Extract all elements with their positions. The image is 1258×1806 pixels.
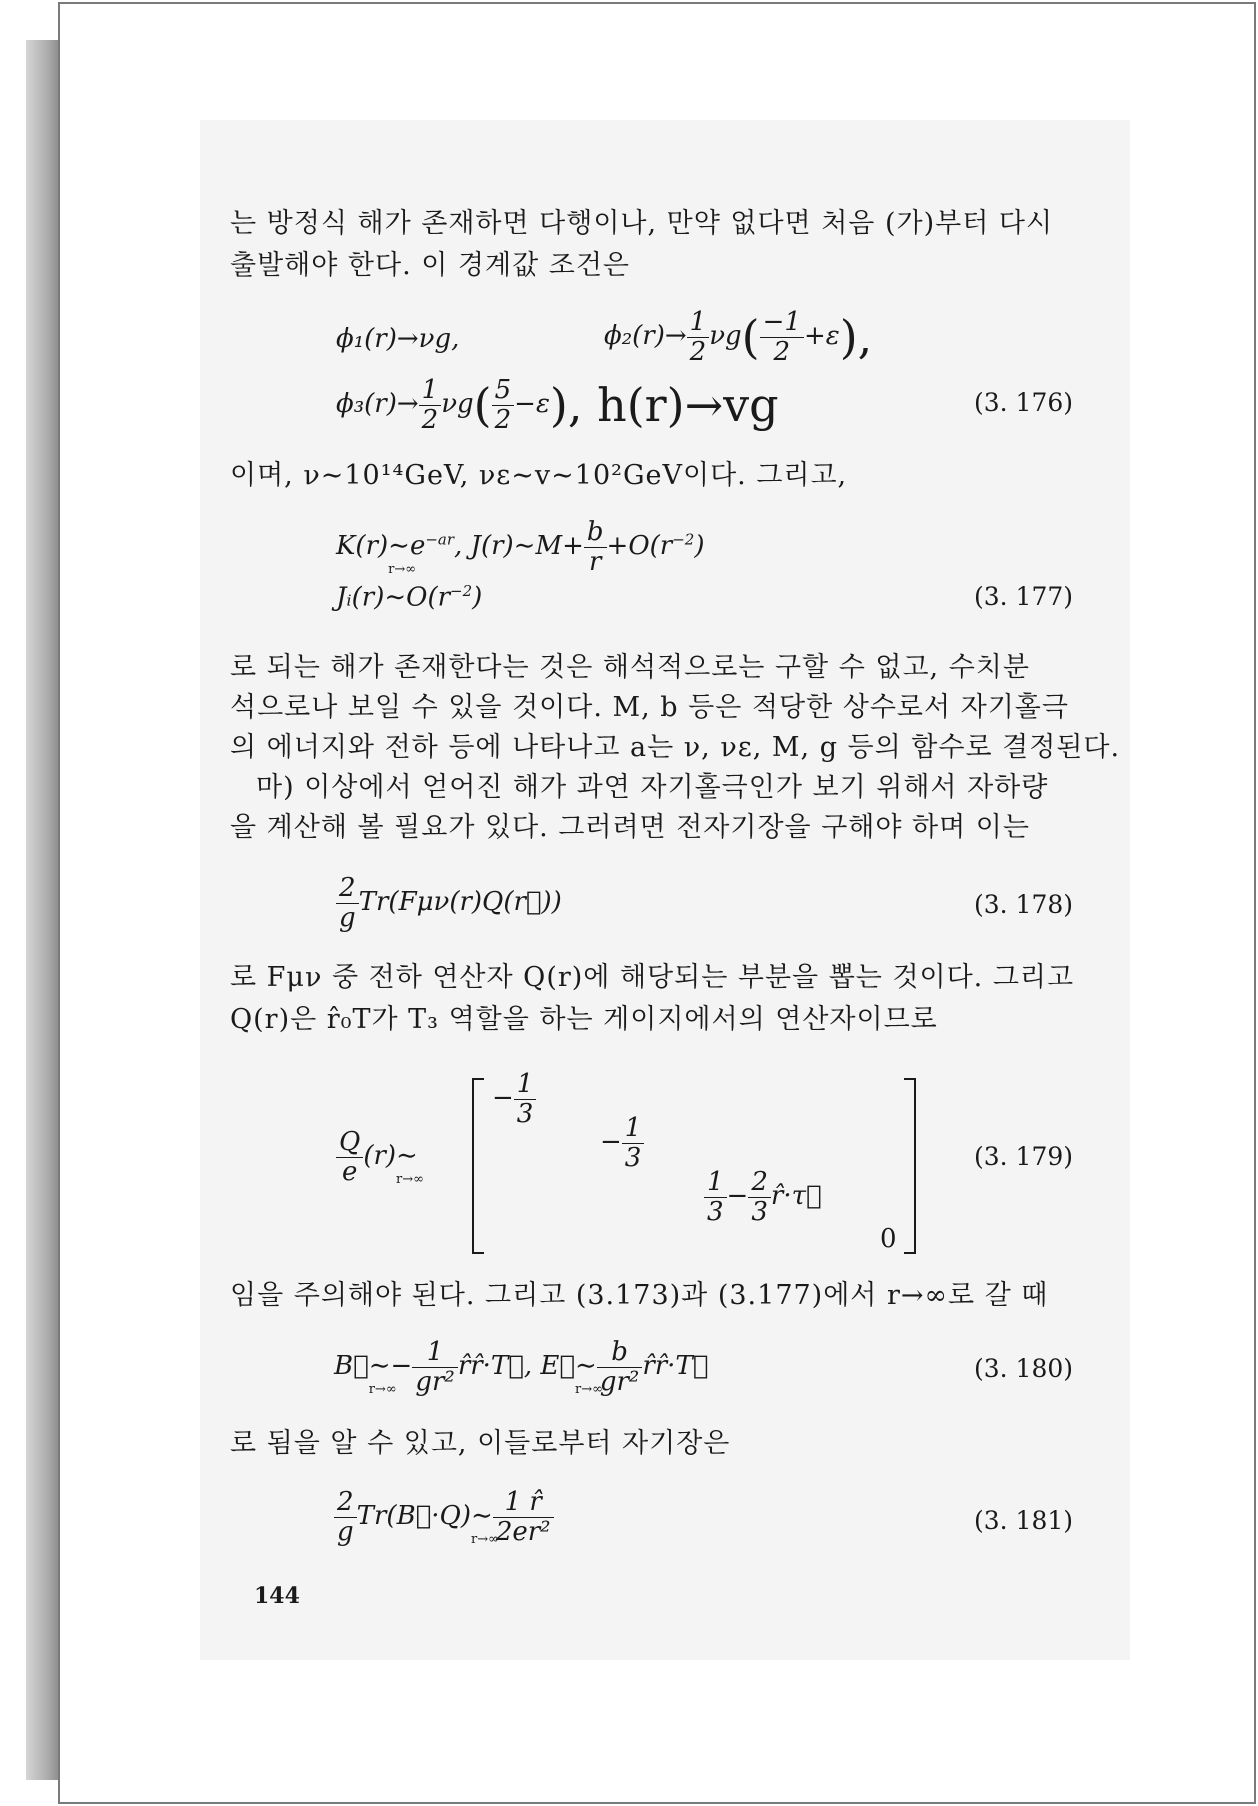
eq-text: E⃗ — [540, 1351, 576, 1382]
fraction — [412, 1338, 458, 1396]
denominator: 2 — [689, 336, 707, 367]
denominator: r — [589, 546, 602, 577]
denominator: 3 — [707, 1196, 724, 1227]
limit-label: r→∞ — [471, 1532, 499, 1548]
minus-sign: − — [726, 1181, 749, 1212]
superscript: −ar — [425, 530, 455, 549]
eq-text: νg — [709, 321, 742, 352]
numerator: b — [597, 1338, 643, 1368]
fraction — [334, 1488, 357, 1546]
denominator: gr² — [599, 1366, 640, 1397]
asymptotic-sign — [471, 1501, 499, 1548]
asymptotic-sign — [368, 1351, 397, 1398]
text-line: 는 방정식 해가 존재하면 다행이나, 만약 없다면 처음 (가)부터 다시 — [230, 208, 1054, 239]
superscript: −2 — [450, 582, 473, 600]
denominator: 2 — [494, 404, 512, 435]
numerator: 2 — [336, 874, 359, 904]
matrix-entry-22 — [600, 1114, 644, 1172]
equation-3-176-b — [604, 308, 872, 366]
sim-symbol: ∼ — [368, 1351, 391, 1382]
text-line: 이며, ν∼10¹⁴GeV, νε∼v∼10²GeV이다. 그리고, — [230, 460, 848, 491]
text-line: 로 됨을 알 수 있고, 이들로부터 자기장은 — [230, 1428, 731, 1459]
equation-3-176-a: ϕ₁(r)→νg, — [336, 324, 460, 354]
eq-text: Tr(B⃗·Q) — [356, 1501, 472, 1532]
numerator: 1 — [704, 1168, 727, 1198]
fraction — [584, 518, 607, 576]
sim-symbol: ∼ — [388, 531, 410, 562]
sim-symbol: ∼ — [471, 1501, 493, 1532]
matrix-bracket-right — [904, 1078, 916, 1254]
equation-number: (3. 176) — [974, 388, 1074, 417]
fraction — [493, 1488, 554, 1546]
paren-open: ( — [473, 378, 492, 433]
minus-sign: − — [492, 1083, 514, 1114]
fraction — [622, 1114, 645, 1172]
equation-3-180 — [334, 1338, 708, 1396]
denominator: g — [339, 902, 356, 933]
matrix-entry-11 — [492, 1070, 536, 1128]
eq-text: ) — [694, 531, 705, 562]
text-line: 로 Fμν 중 전하 연산자 Q(r)에 해당되는 부분을 뽑는 것이다. 그리고 — [230, 962, 1075, 993]
fraction — [704, 1168, 727, 1226]
numerator: 1 — [622, 1114, 645, 1144]
numerator: 2 — [334, 1488, 357, 1518]
denominator: 2er² — [495, 1516, 551, 1547]
sim-symbol: ∼ — [575, 1351, 597, 1382]
fraction — [419, 376, 442, 434]
text-line: 을 계산해 볼 필요가 있다. 그러려면 전자기장을 구해야 하며 이는 — [230, 812, 1030, 843]
eq-text: Tr(Fμν(r)Q(r⃗)) — [358, 887, 562, 918]
numerator: Q — [336, 1128, 363, 1158]
eq-text: (r) — [363, 1141, 397, 1172]
fraction — [336, 874, 359, 932]
eq-text: νg — [441, 389, 474, 420]
book-spine — [26, 40, 60, 1780]
numerator: 2 — [748, 1168, 771, 1198]
equation-number: (3. 177) — [974, 582, 1074, 611]
eq-text: ϕ₂(r)→ — [604, 321, 687, 352]
eq-text: r̂r̂·T⃗, — [457, 1351, 533, 1382]
equation-3-176-c — [336, 376, 779, 434]
numerator: −1 — [760, 308, 804, 338]
eq-text: ) — [472, 582, 483, 613]
equation-3-181 — [334, 1488, 554, 1546]
fraction — [748, 1168, 771, 1226]
equation-number: (3. 181) — [974, 1506, 1074, 1535]
fraction — [597, 1338, 643, 1396]
matrix-entry-33 — [704, 1168, 822, 1226]
fraction — [336, 1128, 363, 1186]
superscript: −2 — [672, 530, 695, 549]
limit-label: r→∞ — [368, 1382, 397, 1398]
fraction — [687, 308, 710, 366]
equation-number: (3. 179) — [974, 1142, 1074, 1171]
numerator: 1 — [419, 376, 442, 406]
asymptotic-sign — [575, 1351, 603, 1398]
equation-number: (3. 180) — [974, 1354, 1074, 1383]
minus-sign: − — [600, 1127, 622, 1158]
denominator: gr² — [415, 1366, 455, 1397]
numerator: 5 — [492, 376, 515, 406]
eq-text: Jᵢ(r)∼O(r — [336, 582, 451, 613]
page-number: 144 — [254, 1583, 300, 1609]
fraction — [514, 1070, 537, 1128]
eq-text: , J(r)∼M+ — [454, 531, 584, 562]
numerator: 1 — [412, 1338, 458, 1368]
numerator: 1 — [514, 1070, 537, 1100]
eq-text: r̂·τ⃗ — [770, 1181, 822, 1212]
eq-text: +ε — [803, 321, 840, 352]
asymptotic-sign — [388, 531, 417, 578]
paren-open: ( — [741, 310, 760, 365]
eq-text: −ε — [514, 389, 550, 420]
text-line: Q(r)은 r̂₀T가 T₃ 역할을 하는 게이지에서의 연산자이므로 — [230, 1004, 938, 1035]
denominator: 2 — [421, 404, 439, 435]
text-line: 로 되는 해가 존재한다는 것은 해석적으로는 구할 수 없고, 수치분 — [230, 652, 1030, 683]
fraction — [492, 376, 515, 434]
paren-close: ), h(r)→vg — [549, 378, 779, 433]
equation-3-177-b — [336, 584, 482, 611]
equation-3-179-lhs — [336, 1127, 424, 1188]
sim-symbol: ∼ — [396, 1141, 418, 1172]
denominator: 3 — [624, 1142, 642, 1173]
text-line: 마) 이상에서 얻어진 해가 과연 자기홀극인가 보기 위해서 자하량 — [256, 772, 1049, 803]
equation-number: (3. 178) — [974, 890, 1074, 919]
numerator: b — [584, 518, 607, 548]
paren-close: ), — [839, 310, 873, 365]
eq-text: B⃗ — [334, 1351, 369, 1382]
eq-text: K(r) — [336, 531, 389, 562]
eq-text: +O(r — [606, 531, 673, 562]
eq-text: e — [409, 531, 426, 562]
denominator: 3 — [751, 1196, 768, 1227]
numerator: 1 — [687, 308, 710, 338]
equation-3-177-a — [336, 518, 705, 576]
denominator: g — [337, 1516, 354, 1547]
limit-label: r→∞ — [575, 1382, 603, 1398]
asymptotic-sign — [396, 1141, 424, 1188]
matrix-bracket-left — [472, 1078, 484, 1254]
denominator: 2 — [773, 336, 791, 367]
minus-sign: − — [390, 1351, 413, 1382]
denominator: 3 — [516, 1098, 534, 1129]
fraction — [760, 308, 804, 366]
text-line: 임을 주의해야 된다. 그리고 (3.173)과 (3.177)에서 r→∞로 갈 때 — [230, 1280, 1049, 1311]
limit-label: r→∞ — [396, 1172, 424, 1188]
limit-label: r→∞ — [388, 562, 417, 578]
text-line: 석으로나 보일 수 있을 것이다. M, b 등은 적당한 상수로서 자기홀극 — [230, 692, 1069, 723]
denominator: e — [341, 1156, 358, 1187]
numerator: 1 r̂ — [493, 1488, 554, 1518]
equation-3-178 — [336, 874, 562, 932]
matrix-entry-44: 0 — [880, 1224, 897, 1254]
text-line: 출발해야 한다. 이 경계값 조건은 — [230, 250, 630, 281]
text-line: 의 에너지와 전하 등에 나타나고 a는 ν, νε, M, g 등의 함수로 결정된다. — [230, 732, 1121, 763]
eq-text: ϕ₃(r)→ — [336, 389, 419, 420]
eq-text: r̂r̂·T⃗ — [642, 1351, 709, 1382]
